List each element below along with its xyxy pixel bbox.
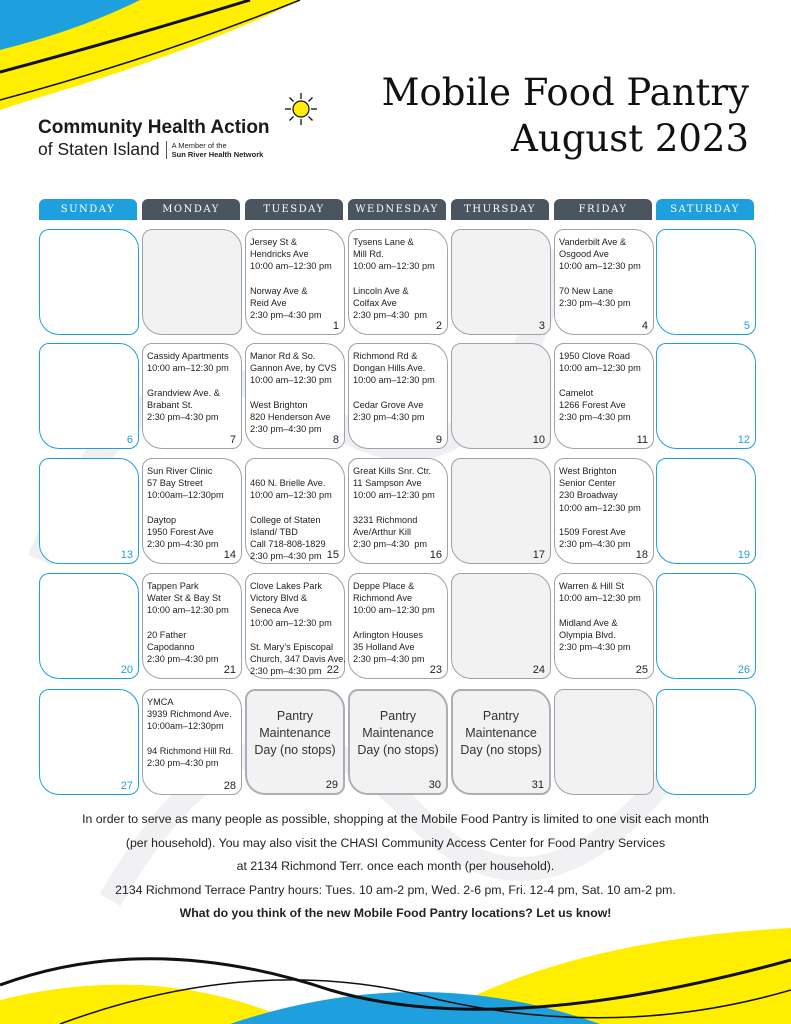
calendar-day-cell [451, 573, 551, 679]
pantry-stops: Deppe Place & Richmond Ave 10:00 am–12:30 pm Arlington Houses 35 Holland Ave 2:30 pm–4:30 pm [353, 581, 435, 665]
page-title [382, 70, 749, 162]
calendar-day-cell [348, 458, 448, 564]
calendar-day-cell [451, 458, 551, 564]
calendar-day-cell [142, 689, 242, 795]
pantry-stops: Jersey St & Hendricks Ave 10:00 am–12:30 pm Norway Ave & Reid Ave 2:30 pm–4:30 pm [250, 237, 332, 321]
day-number: 15 [326, 549, 339, 561]
calendar-day-cell [554, 573, 654, 679]
day-number: 17 [532, 549, 545, 561]
day-number: 14 [223, 549, 236, 561]
calendar-day-cell [554, 343, 654, 449]
calendar-day-cell [451, 343, 551, 449]
calendar-day-cell [554, 458, 654, 564]
pantry-stops: Clove Lakes Park Victory Blvd & Seneca Ave 10:00 am–12:30 pm St. Mary’s Episcopal Church, 347 Davis Ave. 2:30 pm–4:30 pm [250, 581, 346, 677]
calendar-day-cell [348, 573, 448, 679]
logo-subtitle [38, 139, 270, 160]
day-number: 16 [429, 549, 442, 561]
day-number: 10 [532, 434, 545, 446]
calendar-day-cell [39, 573, 139, 679]
calendar-day-cell [142, 458, 242, 564]
day-header-monday: MONDAY [142, 199, 240, 220]
calendar-day-cell [39, 229, 139, 335]
pantry-stops: YMCA 3939 Richmond Ave. 10:00am–12:30pm 94 Richmond Hill Rd. 2:30 pm–4:30 pm [147, 697, 234, 769]
day-number: 25 [635, 664, 648, 676]
pantry-stops: Great Kills Snr. Ctr. 11 Sampson Ave 10:00 am–12:30 pm 3231 Richmond Ave/Arthur Kill 2:30 pm–4:30 pm [353, 466, 435, 550]
day-number: 6 [126, 434, 133, 446]
pantry-stops: Warren & Hill St 10:00 am–12:30 pm Midland Ave & Olympia Blvd. 2:30 pm–4:30 pm [559, 581, 641, 653]
footer-line-3: at 2134 Richmond Terr. once each month (per household). [236, 859, 555, 873]
footer-feedback-line: What do you think of the new Mobile Food Pantry locations? Let us know! [179, 906, 612, 920]
footer-line-1: In order to serve as many people as possible, shopping at the Mobile Food Pantry is limited to one visit each month [82, 812, 709, 826]
pantry-stops: West Brighton Senior Center 230 Broadway 10:00 am–12:30 pm 1509 Forest Ave 2:30 pm–4:30 pm [559, 466, 641, 550]
day-number: 11 [636, 434, 648, 446]
day-number: 13 [120, 549, 133, 561]
calendar-day-cell [142, 573, 242, 679]
day-number: 27 [120, 780, 133, 792]
day-header-thursday: THURSDAY [451, 199, 549, 220]
calendar-day-cell [245, 229, 345, 335]
footer-notice [0, 808, 791, 926]
calendar-day-cell [245, 458, 345, 564]
day-header-tuesday: TUESDAY [245, 199, 343, 220]
day-number: 24 [532, 664, 545, 676]
day-number: 28 [223, 780, 236, 792]
day-number: 3 [538, 320, 545, 332]
day-header-saturday: SATURDAY [656, 199, 754, 220]
pantry-stops: 1950 Clove Road 10:00 am–12:30 pm Camelot 1266 Forest Ave 2:30 pm–4:30 pm [559, 351, 641, 423]
calendar-day-cell [656, 343, 756, 449]
pantry-stops: Richmond Rd & Dongan Hills Ave. 10:00 am–12:30 pm Cedar Grove Ave 2:30 pm–4:30 pm [353, 351, 435, 423]
day-number: 19 [737, 549, 750, 561]
day-number: 23 [429, 664, 442, 676]
day-number: 4 [641, 320, 648, 332]
calendar-day-cell [348, 229, 448, 335]
day-number: 21 [223, 664, 236, 676]
day-number: 20 [120, 664, 133, 676]
calendar-day-cell [656, 573, 756, 679]
calendar-day-cell [245, 689, 345, 795]
calendar-day-cell [656, 689, 756, 795]
calendar-day-cell [348, 343, 448, 449]
calendar-day-cell [245, 573, 345, 679]
maintenance-note: Pantry Maintenance Day (no stops) [460, 709, 542, 757]
calendar-day-cell [39, 458, 139, 564]
calendar-day-cell [451, 689, 551, 795]
calendar-day-cell [142, 343, 242, 449]
pantry-stops: 460 N. Brielle Ave. 10:00 am–12:30 pm College of Staten Island/ TBD Call 718-808-1829 2:30 pm–4:30 pm [250, 478, 332, 562]
organization-logo [38, 117, 270, 160]
day-number: 29 [325, 779, 338, 791]
calendar-day-cell [245, 343, 345, 449]
pantry-stops: Manor Rd & So. Gannon Ave, by CVS 10:00 am–12:30 pm West Brighton 820 Henderson Ave 2:30 pm–4:30 pm [250, 351, 337, 435]
logo-member-line2: Sun River Health Network [171, 149, 264, 159]
calendar-day-cell [554, 689, 654, 795]
maintenance-note: Pantry Maintenance Day (no stops) [254, 709, 336, 757]
pantry-stops: Tysens Lane & Mill Rd. 10:00 am–12:30 pm Lincoln Ave & Colfax Ave 2:30 pm–4:30 pm [353, 237, 435, 321]
logo-divider [166, 141, 167, 159]
calendar-day-cell [39, 343, 139, 449]
footer-line-4: 2134 Richmond Terrace Pantry hours: Tues. 10 am-2 pm, Wed. 2-6 pm, Fri. 12-4 pm, Sat. 10 am-2 pm. [115, 882, 676, 897]
pantry-stops: Sun River Clinic 57 Bay Street 10:00am–12:30pm Daytop 1950 Forest Ave 2:30 pm–4:30 pm [147, 466, 224, 550]
calendar-day-cell [554, 229, 654, 335]
day-number: 8 [332, 434, 339, 446]
day-number: 12 [737, 434, 750, 446]
day-number: 31 [531, 779, 544, 791]
logo-member-line1: A Member of the [171, 140, 227, 150]
logo-place: of Staten Island [38, 139, 160, 159]
day-number: 5 [743, 320, 750, 332]
pantry-stops: Vanderbilt Ave & Osgood Ave 10:00 am–12:30 pm 70 New Lane 2:30 pm–4:30 pm [559, 237, 641, 309]
day-number: 18 [635, 549, 648, 561]
title-line-1: Mobile Food Pantry [381, 71, 749, 114]
sun-icon [284, 92, 318, 126]
day-number: 7 [229, 434, 236, 446]
calendar-day-cell [348, 689, 448, 795]
calendar-day-cell [656, 229, 756, 335]
day-number: 1 [332, 320, 339, 332]
footer-line-2: (per household). You may also visit the CHASI Community Access Center for Food Pantry Services [125, 835, 666, 850]
calendar-day-cell [451, 229, 551, 335]
day-header-wednesday: WEDNESDAY [348, 199, 446, 220]
pantry-stops: Cassidy Apartments 10:00 am–12:30 pm Grandview Ave. & Brabant St. 2:30 pm–4:30 pm [147, 351, 229, 423]
calendar-day-cell [142, 229, 242, 335]
day-number: 30 [428, 779, 441, 791]
logo-name: Community Health Action [38, 117, 270, 138]
day-header-friday: FRIDAY [554, 199, 652, 220]
title-line-2: August 2023 [511, 117, 749, 160]
day-header-sunday: SUNDAY [39, 199, 137, 220]
day-number: 2 [435, 320, 442, 332]
calendar-day-cell [39, 689, 139, 795]
pantry-stops: Tappen Park Water St & Bay St 10:00 am–12:30 pm 20 Father Capodanno 2:30 pm–4:30 pm [147, 581, 229, 665]
day-number: 22 [326, 664, 339, 676]
calendar-day-cell [656, 458, 756, 564]
logo-member-text [172, 141, 264, 159]
day-number: 26 [737, 664, 750, 676]
day-number: 9 [435, 434, 442, 446]
maintenance-note: Pantry Maintenance Day (no stops) [357, 709, 439, 757]
